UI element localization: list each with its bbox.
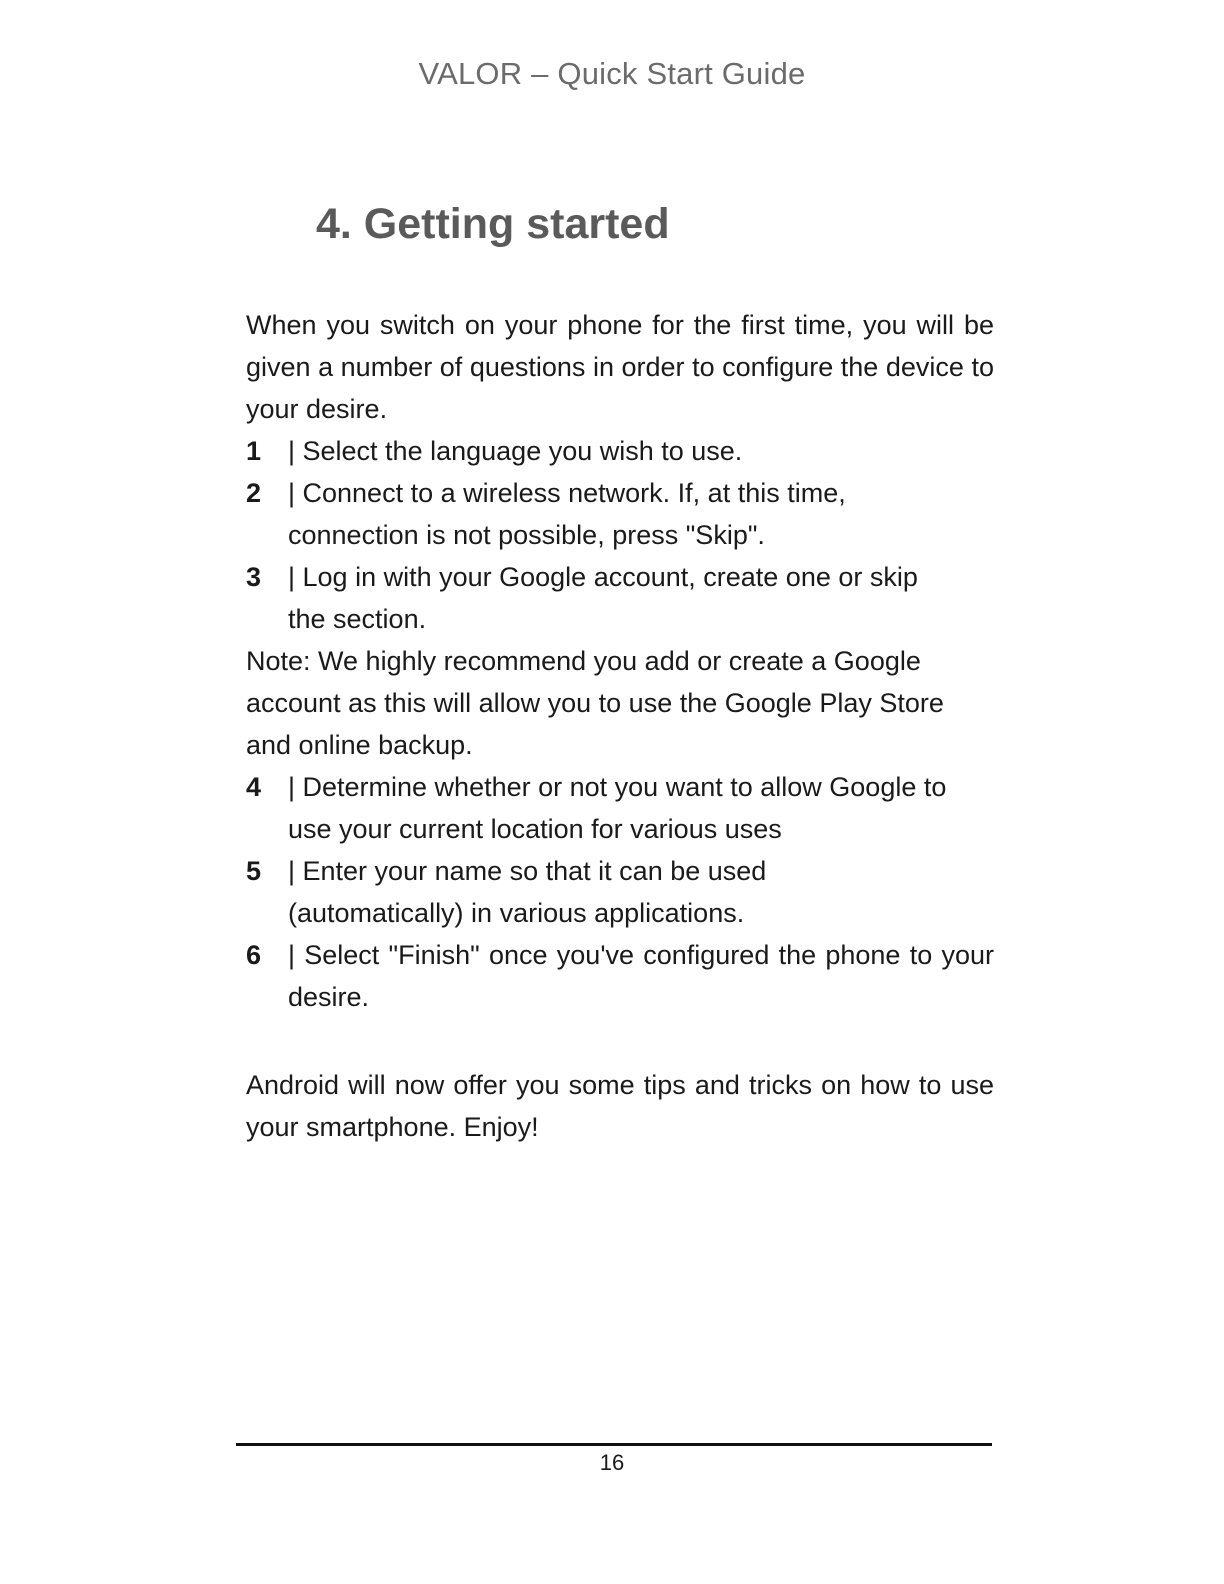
intro-paragraph: When you switch on your phone for the first time, you will be given a number of questions in order to configure the device to your desire. [246, 310, 994, 424]
step-text: | Select the language you wish to use. [288, 436, 743, 466]
step-number: 5 [246, 856, 262, 886]
step-text: | Select "Finish" once you've configured the phone to your desire. [288, 940, 994, 1012]
footer-divider [236, 1443, 992, 1446]
step-text: | Connect to a wireless network. If, at this time, connection is not possible, press "Skip". [288, 478, 846, 550]
step-number: 2 [246, 478, 262, 508]
step-number: 4 [246, 772, 262, 802]
step-number: 6 [246, 940, 262, 970]
note-paragraph: Note: We highly recommend you add or create a Google account as this will allow you to use the Google Play Store and online backup. [246, 646, 944, 760]
steps-list [246, 430, 994, 1018]
step-text: | Determine whether or not you want to allow Google to use your current location for various uses [288, 772, 947, 844]
outro-paragraph: Android will now offer you some tips and tricks on how to use your smartphone. Enjoy! [246, 1070, 994, 1142]
step-text: | Log in with your Google account, create one or skip the section. [288, 562, 918, 634]
step-item [246, 766, 994, 850]
page-number: 16 [599, 1450, 625, 1475]
step-item [246, 934, 994, 1018]
step-text: | Enter your name so that it can be used (automatically) in various applications. [288, 856, 767, 928]
note-item [246, 640, 994, 766]
step-item [246, 850, 994, 934]
step-item [246, 556, 994, 640]
step-number: 1 [246, 436, 262, 466]
running-header: VALOR – Quick Start Guide [418, 56, 806, 91]
step-item [246, 472, 994, 556]
step-number: 3 [246, 562, 262, 592]
section-heading: 4. Getting started [316, 200, 670, 248]
step-item [246, 430, 994, 472]
